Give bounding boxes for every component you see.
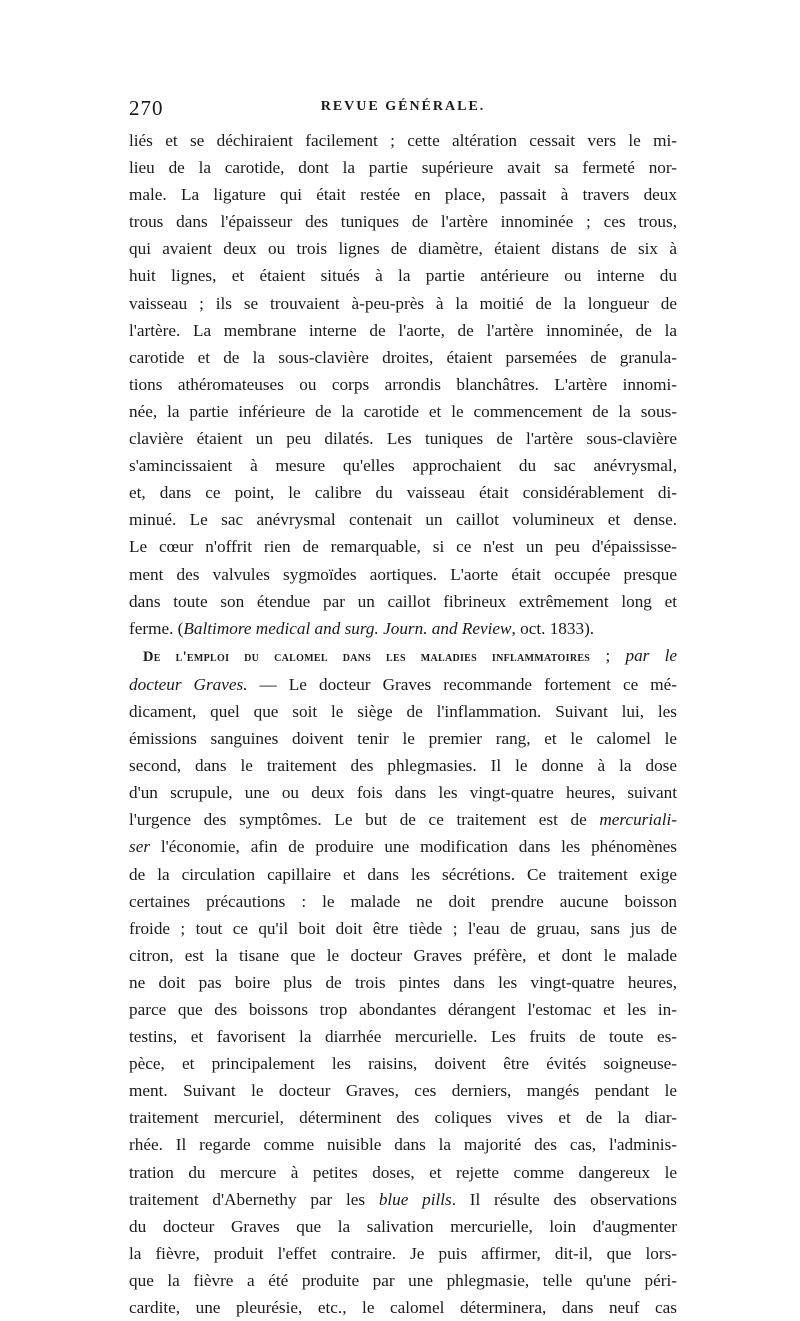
text-line: que la fièvre a été produite par une phlegmasie, telle qu'une péri- (129, 1270, 677, 1290)
text-line: traitement d'Abernethy par les blue pills. Il résulte des observations (129, 1189, 677, 1209)
text-line: de la circulation capillaire et dans les sécrétions. Ce traitement exige (129, 864, 677, 884)
section-title: De l'emploi du calomel dans les maladies inflammatoires (143, 648, 591, 665)
section-heading: De l'emploi du calomel dans les maladies inflammatoires ; par le (143, 645, 677, 665)
section-calomel-part-b (129, 861, 677, 1186)
text-line: du docteur Graves que la salivation mercurielle, loin d'augmenter (129, 1216, 677, 1236)
text-line: traitement mercuriel, déterminent des coliques vives et de la diar- (129, 1108, 677, 1128)
section-aneurysm-case (129, 127, 677, 615)
text-line: pèce, et principalement les raisins, doivent être évités soigneuse- (129, 1054, 677, 1074)
text-line: minué. Le sac anévrysmal contenait un caillot volumineux et dense. (129, 510, 677, 530)
text-line: ser l'économie, afin de produire une modification dans les phénomènes (129, 837, 677, 857)
text-line: rhée. Il regarde comme nuisible dans la majorité des cas, l'adminis- (129, 1135, 677, 1155)
text-line: tions athéromateuses ou corps arrondis blanchâtres. L'artère innomi- (129, 374, 677, 394)
text-line: carotide et de la sous-clavière droites, étaient parsemées de granula- (129, 347, 677, 367)
text-line: lieu de la carotide, dont la partie supérieure avait sa fermeté nor- (129, 158, 677, 178)
text-line: ferme. (Baltimore medical and surg. Journ. and Review, oct. 1833). (129, 618, 595, 638)
text-line: testins, et favorisent la diarrhée mercurielle. Les fruits de toute es- (129, 1027, 677, 1047)
text-line: et, dans ce point, le calibre du vaisseau était considérablement di- (129, 483, 677, 503)
text-line: s'amincissaient à mesure qu'elles approchaient du sac anévrysmal, (129, 456, 677, 476)
text-line: second, dans le traitement des phlegmasies. Il le donne à la dose (129, 756, 677, 776)
section-calomel-part-a (129, 698, 677, 806)
text-line: citron, est la tisane que le docteur Graves préfère, et dont le malade (129, 945, 677, 965)
text-line: dicament, quel que soit le siège de l'inflammation. Suivant lui, les (129, 701, 677, 721)
page-number: 270 (129, 96, 164, 120)
text-line: dans toute son étendue par un caillot fibrineux extrêmement long et (129, 591, 677, 611)
text-line: trous dans l'épaisseur des tuniques de l'artère innominée ; ces trous, (129, 212, 677, 232)
byline: par le (625, 645, 677, 665)
text-line: ment. Suivant le docteur Graves, ces derniers, mangés pendant le (129, 1081, 677, 1101)
running-title: REVUE GÉNÉRALE. (320, 99, 486, 114)
byline-author: docteur Graves. (129, 674, 248, 694)
text-line: Le cœur n'offrit rien de remarquable, si ce n'est un peu d'épaississe- (129, 537, 677, 557)
text-line: l'urgence des symptômes. Le but de ce traitement est de mercuriali- (129, 810, 677, 830)
text-line: liés et se déchiraient facilement ; cette altération cessait vers le mi- (129, 131, 677, 150)
emphasis-term: blue pills (378, 1189, 452, 1209)
text-line: l'artère. La membrane interne de l'aorte, de l'artère innominée, de la (129, 320, 677, 340)
text-line: tration du mercure à petites doses, et rejette comme dangereux le (129, 1162, 677, 1182)
text-line: cardite, une pleurésie, etc., le calomel déterminera, dans neuf cas (129, 1298, 677, 1318)
text-line: ment des valvules sygmoïdes aortiques. L'aorte était occupée presque (129, 564, 677, 584)
text-line: certaines précautions : le malade ne doit prendre aucune boisson (129, 891, 677, 911)
text-line: huit lignes, et étaient situés à la partie antérieure ou interne du (129, 266, 677, 286)
section-calomel-part-c (129, 1213, 677, 1321)
text-line: qui avaient deux ou trois lignes de diamètre, étaient distans de six à (129, 239, 677, 259)
text-line: froide ; tout ce qu'il boit doit être tiède ; l'eau de gruau, sans jus de (129, 918, 677, 938)
emphasis-term: mercuriali- (599, 810, 677, 830)
text-line: clavière étaient un peu dilatés. Les tuniques de l'artère sous-clavière (129, 429, 677, 449)
page-header (129, 96, 677, 122)
text-line: d'un scrupule, une ou deux fois dans les vingt-quatre heures, suivant (129, 783, 677, 803)
text-line: née, la partie inférieure de la carotide et le commencement de la sous- (129, 401, 677, 421)
text-line: vaisseau ; ils se trouvaient à-peu-près à la moitié de la longueur de (129, 293, 677, 313)
text-line: émissions sanguines doivent tenir le premier rang, et le calomel le (129, 729, 677, 749)
source-citation: Baltimore medical and surg. Journ. and Review (183, 618, 512, 638)
text-line: la fièvre, produit l'effet contraire. Je puis affirmer, dit-il, que lors- (129, 1243, 677, 1263)
text-line: male. La ligature qui était restée en place, passait à travers deux (129, 185, 677, 205)
text-line: parce que des boissons trop abondantes dérangent l'estomac et les in- (129, 1000, 677, 1019)
text-line: ne doit pas boire plus de trois pintes dans les vingt-quatre heures, (129, 972, 677, 992)
body-text (129, 127, 677, 1321)
text-line: docteur Graves. — Le docteur Graves recommande fortement ce mé- (129, 674, 677, 694)
emphasis-term: ser (129, 837, 151, 857)
